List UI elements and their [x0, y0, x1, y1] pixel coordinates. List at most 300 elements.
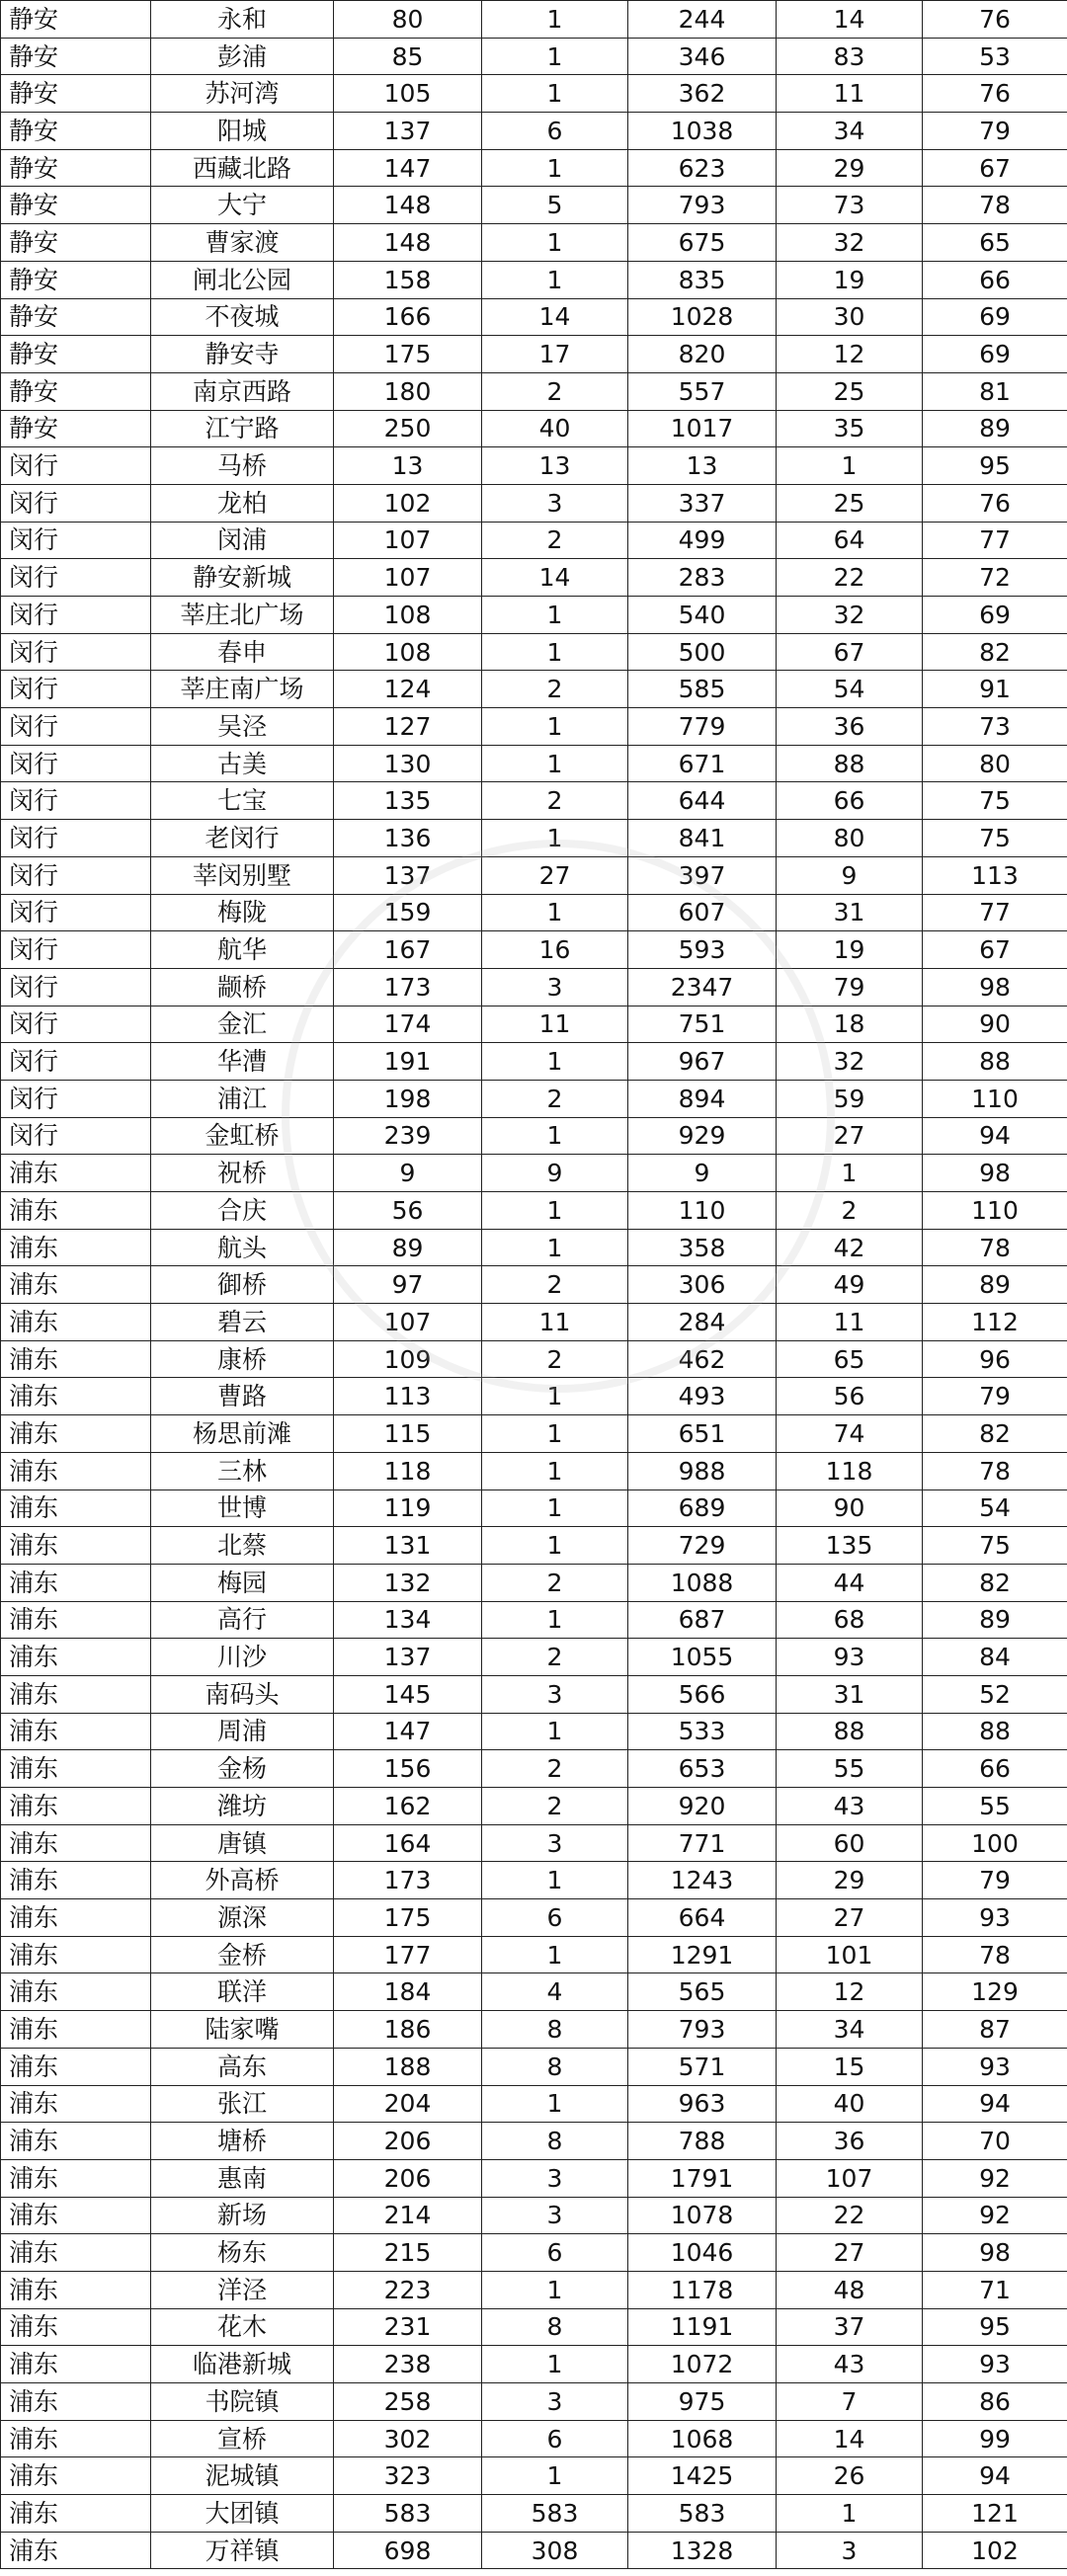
- value-cell: 920: [628, 1788, 777, 1825]
- value-cell: 751: [628, 1006, 777, 1043]
- value-cell: 929: [628, 1117, 777, 1155]
- value-cell: 135: [777, 1527, 923, 1565]
- area-cell: 杨思前滩: [151, 1415, 334, 1453]
- district-cell: 浦东: [1, 2271, 151, 2308]
- district-cell: 浦东: [1, 1713, 151, 1750]
- value-cell: 64: [777, 522, 923, 559]
- area-cell: 高东: [151, 2048, 334, 2085]
- area-cell: 彭浦: [151, 38, 334, 75]
- value-cell: 1: [777, 2495, 923, 2533]
- district-cell: 浦东: [1, 1415, 151, 1453]
- value-cell: 239: [334, 1117, 482, 1155]
- value-cell: 174: [334, 1006, 482, 1043]
- value-cell: 5: [482, 187, 628, 224]
- district-cell: 闵行: [1, 1043, 151, 1081]
- value-cell: 82: [923, 1564, 1067, 1601]
- value-cell: 162: [334, 1788, 482, 1825]
- district-cell: 浦东: [1, 1155, 151, 1192]
- value-cell: 2347: [628, 968, 777, 1006]
- value-cell: 91: [923, 671, 1067, 708]
- table-row: [1, 522, 1067, 559]
- district-cell: 闵行: [1, 671, 151, 708]
- value-cell: 687: [628, 1601, 777, 1639]
- value-cell: 566: [628, 1675, 777, 1713]
- value-cell: 108: [334, 633, 482, 671]
- value-cell: 250: [334, 410, 482, 447]
- value-cell: 124: [334, 671, 482, 708]
- value-cell: 83: [777, 38, 923, 75]
- value-cell: 8: [482, 2123, 628, 2160]
- value-cell: 112: [923, 1304, 1067, 1341]
- value-cell: 145: [334, 1675, 482, 1713]
- table-row: [1, 1675, 1067, 1713]
- district-cell: 静安: [1, 1, 151, 39]
- value-cell: 25: [777, 372, 923, 410]
- value-cell: 11: [482, 1304, 628, 1341]
- area-cell: 阳城: [151, 113, 334, 150]
- value-cell: 2: [482, 1266, 628, 1304]
- value-cell: 108: [334, 597, 482, 634]
- value-cell: 36: [777, 2123, 923, 2160]
- area-cell: 西藏北路: [151, 149, 334, 187]
- value-cell: 2: [482, 1639, 628, 1676]
- district-cell: 闵行: [1, 820, 151, 857]
- value-cell: 13: [628, 447, 777, 485]
- value-cell: 2: [482, 1750, 628, 1788]
- area-cell: 外高桥: [151, 1862, 334, 1899]
- value-cell: 1: [482, 597, 628, 634]
- district-cell: 闵行: [1, 597, 151, 634]
- value-cell: 1328: [628, 2532, 777, 2569]
- value-cell: 302: [334, 2420, 482, 2457]
- district-cell: 浦东: [1, 2011, 151, 2049]
- district-cell: 浦东: [1, 1824, 151, 1862]
- value-cell: 1: [482, 1229, 628, 1266]
- value-cell: 59: [777, 1080, 923, 1117]
- value-cell: 644: [628, 782, 777, 820]
- value-cell: 607: [628, 894, 777, 931]
- value-cell: 771: [628, 1824, 777, 1862]
- value-cell: 110: [923, 1080, 1067, 1117]
- value-cell: 362: [628, 75, 777, 113]
- table-row: [1, 1489, 1067, 1527]
- value-cell: 9: [777, 856, 923, 894]
- value-cell: 1: [482, 745, 628, 782]
- district-cell: 浦东: [1, 1229, 151, 1266]
- value-cell: 74: [777, 1415, 923, 1453]
- district-cell: 浦东: [1, 1601, 151, 1639]
- district-cell: 闵行: [1, 1080, 151, 1117]
- value-cell: 77: [923, 522, 1067, 559]
- value-cell: 565: [628, 1973, 777, 2011]
- area-cell: 潍坊: [151, 1788, 334, 1825]
- area-cell: 万祥镇: [151, 2532, 334, 2569]
- value-cell: 1243: [628, 1862, 777, 1899]
- value-cell: 2: [482, 1788, 628, 1825]
- value-cell: 284: [628, 1304, 777, 1341]
- value-cell: 9: [628, 1155, 777, 1192]
- table-row: [1, 820, 1067, 857]
- area-cell: 书院镇: [151, 2383, 334, 2421]
- district-cell: 静安: [1, 261, 151, 298]
- value-cell: 89: [923, 1601, 1067, 1639]
- district-cell: 浦东: [1, 1750, 151, 1788]
- district-cell: 浦东: [1, 1489, 151, 1527]
- value-cell: 110: [628, 1192, 777, 1230]
- value-cell: 583: [334, 2495, 482, 2533]
- value-cell: 93: [923, 2048, 1067, 2085]
- value-cell: 1017: [628, 410, 777, 447]
- value-cell: 69: [923, 597, 1067, 634]
- area-cell: 世博: [151, 1489, 334, 1527]
- value-cell: 6: [482, 1899, 628, 1937]
- value-cell: 75: [923, 820, 1067, 857]
- value-cell: 78: [923, 187, 1067, 224]
- area-cell: 龙柏: [151, 484, 334, 522]
- district-cell: 闵行: [1, 968, 151, 1006]
- value-cell: 1: [482, 1415, 628, 1453]
- value-cell: 173: [334, 968, 482, 1006]
- value-cell: 135: [334, 782, 482, 820]
- district-cell: 浦东: [1, 1973, 151, 2011]
- table-row: [1, 1117, 1067, 1155]
- area-cell: 塘桥: [151, 2123, 334, 2160]
- table-row: [1, 633, 1067, 671]
- value-cell: 88: [923, 1043, 1067, 1081]
- area-cell: 洋泾: [151, 2271, 334, 2308]
- area-cell: 莘庄北广场: [151, 597, 334, 634]
- district-cell: 闵行: [1, 1006, 151, 1043]
- value-cell: 130: [334, 745, 482, 782]
- value-cell: 32: [777, 597, 923, 634]
- value-cell: 2: [482, 671, 628, 708]
- area-cell: 高行: [151, 1601, 334, 1639]
- value-cell: 206: [334, 2159, 482, 2197]
- value-cell: 66: [923, 261, 1067, 298]
- value-cell: 132: [334, 1564, 482, 1601]
- value-cell: 65: [923, 224, 1067, 262]
- value-cell: 27: [777, 1117, 923, 1155]
- table-row: [1, 1080, 1067, 1117]
- district-cell: 浦东: [1, 1639, 151, 1676]
- value-cell: 1: [482, 1378, 628, 1415]
- value-cell: 499: [628, 522, 777, 559]
- value-cell: 323: [334, 2457, 482, 2495]
- value-cell: 148: [334, 187, 482, 224]
- area-cell: 金汇: [151, 1006, 334, 1043]
- value-cell: 2: [482, 372, 628, 410]
- value-cell: 67: [923, 149, 1067, 187]
- value-cell: 841: [628, 820, 777, 857]
- value-cell: 244: [628, 1, 777, 39]
- value-cell: 1: [482, 2271, 628, 2308]
- value-cell: 27: [777, 1899, 923, 1937]
- value-cell: 80: [923, 745, 1067, 782]
- table-row: [1, 372, 1067, 410]
- value-cell: 557: [628, 372, 777, 410]
- value-cell: 1: [482, 1862, 628, 1899]
- value-cell: 42: [777, 1229, 923, 1266]
- table-row: [1, 149, 1067, 187]
- value-cell: 198: [334, 1080, 482, 1117]
- district-cell: 浦东: [1, 1899, 151, 1937]
- district-cell: 浦东: [1, 1936, 151, 1973]
- area-cell: 梅园: [151, 1564, 334, 1601]
- table-row: [1, 671, 1067, 708]
- area-cell: 三林: [151, 1452, 334, 1489]
- value-cell: 81: [923, 372, 1067, 410]
- value-cell: 3: [482, 2383, 628, 2421]
- value-cell: 54: [923, 1489, 1067, 1527]
- table-row: [1, 336, 1067, 373]
- table-row: [1, 1266, 1067, 1304]
- value-cell: 48: [777, 2271, 923, 2308]
- table-body: [1, 1, 1067, 2569]
- table-row: [1, 968, 1067, 1006]
- value-cell: 1046: [628, 2234, 777, 2272]
- value-cell: 158: [334, 261, 482, 298]
- table-row: [1, 38, 1067, 75]
- value-cell: 102: [923, 2532, 1067, 2569]
- value-cell: 173: [334, 1862, 482, 1899]
- table-row: [1, 2159, 1067, 2197]
- value-cell: 14: [777, 2420, 923, 2457]
- table-row: [1, 1564, 1067, 1601]
- value-cell: 3: [482, 2159, 628, 2197]
- district-cell: 浦东: [1, 2346, 151, 2383]
- value-cell: 11: [777, 1304, 923, 1341]
- table-row: [1, 745, 1067, 782]
- district-cell: 浦东: [1, 2197, 151, 2234]
- value-cell: 283: [628, 559, 777, 597]
- table-row: [1, 1713, 1067, 1750]
- table-row: [1, 2420, 1067, 2457]
- district-cell: 浦东: [1, 1862, 151, 1899]
- value-cell: 54: [777, 671, 923, 708]
- value-cell: 134: [334, 1601, 482, 1639]
- value-cell: 358: [628, 1229, 777, 1266]
- value-cell: 1791: [628, 2159, 777, 2197]
- area-cell: 御桥: [151, 1266, 334, 1304]
- district-cell: 浦东: [1, 2383, 151, 2421]
- value-cell: 137: [334, 1639, 482, 1676]
- value-cell: 12: [777, 1973, 923, 2011]
- area-cell: 春申: [151, 633, 334, 671]
- value-cell: 94: [923, 2085, 1067, 2123]
- value-cell: 98: [923, 1155, 1067, 1192]
- value-cell: 493: [628, 1378, 777, 1415]
- value-cell: 671: [628, 745, 777, 782]
- district-cell: 闵行: [1, 522, 151, 559]
- value-cell: 1038: [628, 113, 777, 150]
- value-cell: 40: [777, 2085, 923, 2123]
- value-cell: 110: [923, 1192, 1067, 1230]
- value-cell: 77: [923, 894, 1067, 931]
- value-cell: 1: [482, 1452, 628, 1489]
- table-row: [1, 1043, 1067, 1081]
- value-cell: 1: [482, 149, 628, 187]
- value-cell: 43: [777, 2346, 923, 2383]
- district-cell: 浦东: [1, 2159, 151, 2197]
- district-cell: 静安: [1, 113, 151, 150]
- value-cell: 118: [334, 1452, 482, 1489]
- value-cell: 8: [482, 2308, 628, 2346]
- table-row: [1, 1, 1067, 39]
- value-cell: 1: [482, 261, 628, 298]
- table-row: [1, 410, 1067, 447]
- district-cell: 闵行: [1, 447, 151, 485]
- district-cell: 静安: [1, 372, 151, 410]
- table-row: [1, 1378, 1067, 1415]
- value-cell: 1: [482, 2085, 628, 2123]
- table-row: [1, 2011, 1067, 2049]
- value-cell: 306: [628, 1266, 777, 1304]
- district-cell: 浦东: [1, 1452, 151, 1489]
- area-cell: 梅陇: [151, 894, 334, 931]
- district-cell: 闵行: [1, 856, 151, 894]
- table-row: [1, 75, 1067, 113]
- table-row: [1, 559, 1067, 597]
- value-cell: 967: [628, 1043, 777, 1081]
- value-cell: 66: [777, 782, 923, 820]
- value-cell: 105: [334, 75, 482, 113]
- value-cell: 84: [923, 1639, 1067, 1676]
- value-cell: 6: [482, 2234, 628, 2272]
- value-cell: 1: [482, 820, 628, 857]
- area-cell: 古美: [151, 745, 334, 782]
- value-cell: 55: [777, 1750, 923, 1788]
- value-cell: 3: [482, 1675, 628, 1713]
- area-cell: 北蔡: [151, 1527, 334, 1565]
- area-cell: 马桥: [151, 447, 334, 485]
- table-row: [1, 856, 1067, 894]
- area-cell: 周浦: [151, 1713, 334, 1750]
- value-cell: 1: [777, 1155, 923, 1192]
- table-row: [1, 1973, 1067, 2011]
- area-cell: 联洋: [151, 1973, 334, 2011]
- value-cell: 11: [482, 1006, 628, 1043]
- value-cell: 30: [777, 298, 923, 336]
- table-row: [1, 1006, 1067, 1043]
- value-cell: 988: [628, 1452, 777, 1489]
- value-cell: 3: [482, 1824, 628, 1862]
- district-cell: 静安: [1, 187, 151, 224]
- value-cell: 85: [334, 38, 482, 75]
- value-cell: 3: [482, 2197, 628, 2234]
- value-cell: 129: [923, 1973, 1067, 2011]
- value-cell: 167: [334, 931, 482, 969]
- value-cell: 78: [923, 1229, 1067, 1266]
- area-cell: 泥城镇: [151, 2457, 334, 2495]
- district-cell: 闵行: [1, 745, 151, 782]
- value-cell: 651: [628, 1415, 777, 1453]
- value-cell: 215: [334, 2234, 482, 2272]
- value-cell: 1: [482, 633, 628, 671]
- value-cell: 533: [628, 1713, 777, 1750]
- district-cell: 闵行: [1, 633, 151, 671]
- value-cell: 571: [628, 2048, 777, 2085]
- table-row: [1, 1229, 1067, 1266]
- value-cell: 136: [334, 820, 482, 857]
- value-cell: 148: [334, 224, 482, 262]
- value-cell: 73: [777, 187, 923, 224]
- value-cell: 34: [777, 2011, 923, 2049]
- value-cell: 49: [777, 1266, 923, 1304]
- area-cell: 祝桥: [151, 1155, 334, 1192]
- value-cell: 1: [482, 38, 628, 75]
- district-cell: 闵行: [1, 782, 151, 820]
- table-row: [1, 931, 1067, 969]
- table-row: [1, 224, 1067, 262]
- table-row: [1, 1192, 1067, 1230]
- value-cell: 6: [482, 2420, 628, 2457]
- table-row: [1, 2048, 1067, 2085]
- value-cell: 56: [334, 1192, 482, 1230]
- value-cell: 78: [923, 1452, 1067, 1489]
- area-cell: 静安新城: [151, 559, 334, 597]
- value-cell: 166: [334, 298, 482, 336]
- area-cell: 大团镇: [151, 2495, 334, 2533]
- value-cell: 675: [628, 224, 777, 262]
- value-cell: 94: [923, 2457, 1067, 2495]
- value-cell: 66: [923, 1750, 1067, 1788]
- value-cell: 462: [628, 1340, 777, 1378]
- value-cell: 69: [923, 298, 1067, 336]
- area-cell: 南码头: [151, 1675, 334, 1713]
- table-row: [1, 447, 1067, 485]
- value-cell: 1: [482, 1936, 628, 1973]
- value-cell: 2: [482, 1080, 628, 1117]
- value-cell: 3: [777, 2532, 923, 2569]
- value-cell: 76: [923, 75, 1067, 113]
- value-cell: 107: [334, 559, 482, 597]
- value-cell: 115: [334, 1415, 482, 1453]
- table-row: [1, 1527, 1067, 1565]
- value-cell: 664: [628, 1899, 777, 1937]
- value-cell: 19: [777, 261, 923, 298]
- value-cell: 18: [777, 1006, 923, 1043]
- area-cell: 永和: [151, 1, 334, 39]
- value-cell: 43: [777, 1788, 923, 1825]
- value-cell: 1178: [628, 2271, 777, 2308]
- value-cell: 1: [482, 1117, 628, 1155]
- district-cell: 浦东: [1, 1378, 151, 1415]
- table-row: [1, 2495, 1067, 2533]
- value-cell: 1: [482, 1489, 628, 1527]
- value-cell: 14: [482, 559, 628, 597]
- area-cell: 惠南: [151, 2159, 334, 2197]
- value-cell: 17: [482, 336, 628, 373]
- district-cell: 浦东: [1, 2532, 151, 2569]
- value-cell: 88: [777, 745, 923, 782]
- table-row: [1, 782, 1067, 820]
- value-cell: 698: [334, 2532, 482, 2569]
- value-cell: 32: [777, 1043, 923, 1081]
- area-cell: 吴泾: [151, 708, 334, 746]
- value-cell: 186: [334, 2011, 482, 2049]
- value-cell: 68: [777, 1601, 923, 1639]
- value-cell: 25: [777, 484, 923, 522]
- value-cell: 14: [482, 298, 628, 336]
- value-cell: 214: [334, 2197, 482, 2234]
- area-cell: 金桥: [151, 1936, 334, 1973]
- district-cell: 浦东: [1, 1675, 151, 1713]
- area-cell: 杨东: [151, 2234, 334, 2272]
- value-cell: 92: [923, 2159, 1067, 2197]
- value-cell: 79: [923, 1378, 1067, 1415]
- area-cell: 临港新城: [151, 2346, 334, 2383]
- value-cell: 75: [923, 782, 1067, 820]
